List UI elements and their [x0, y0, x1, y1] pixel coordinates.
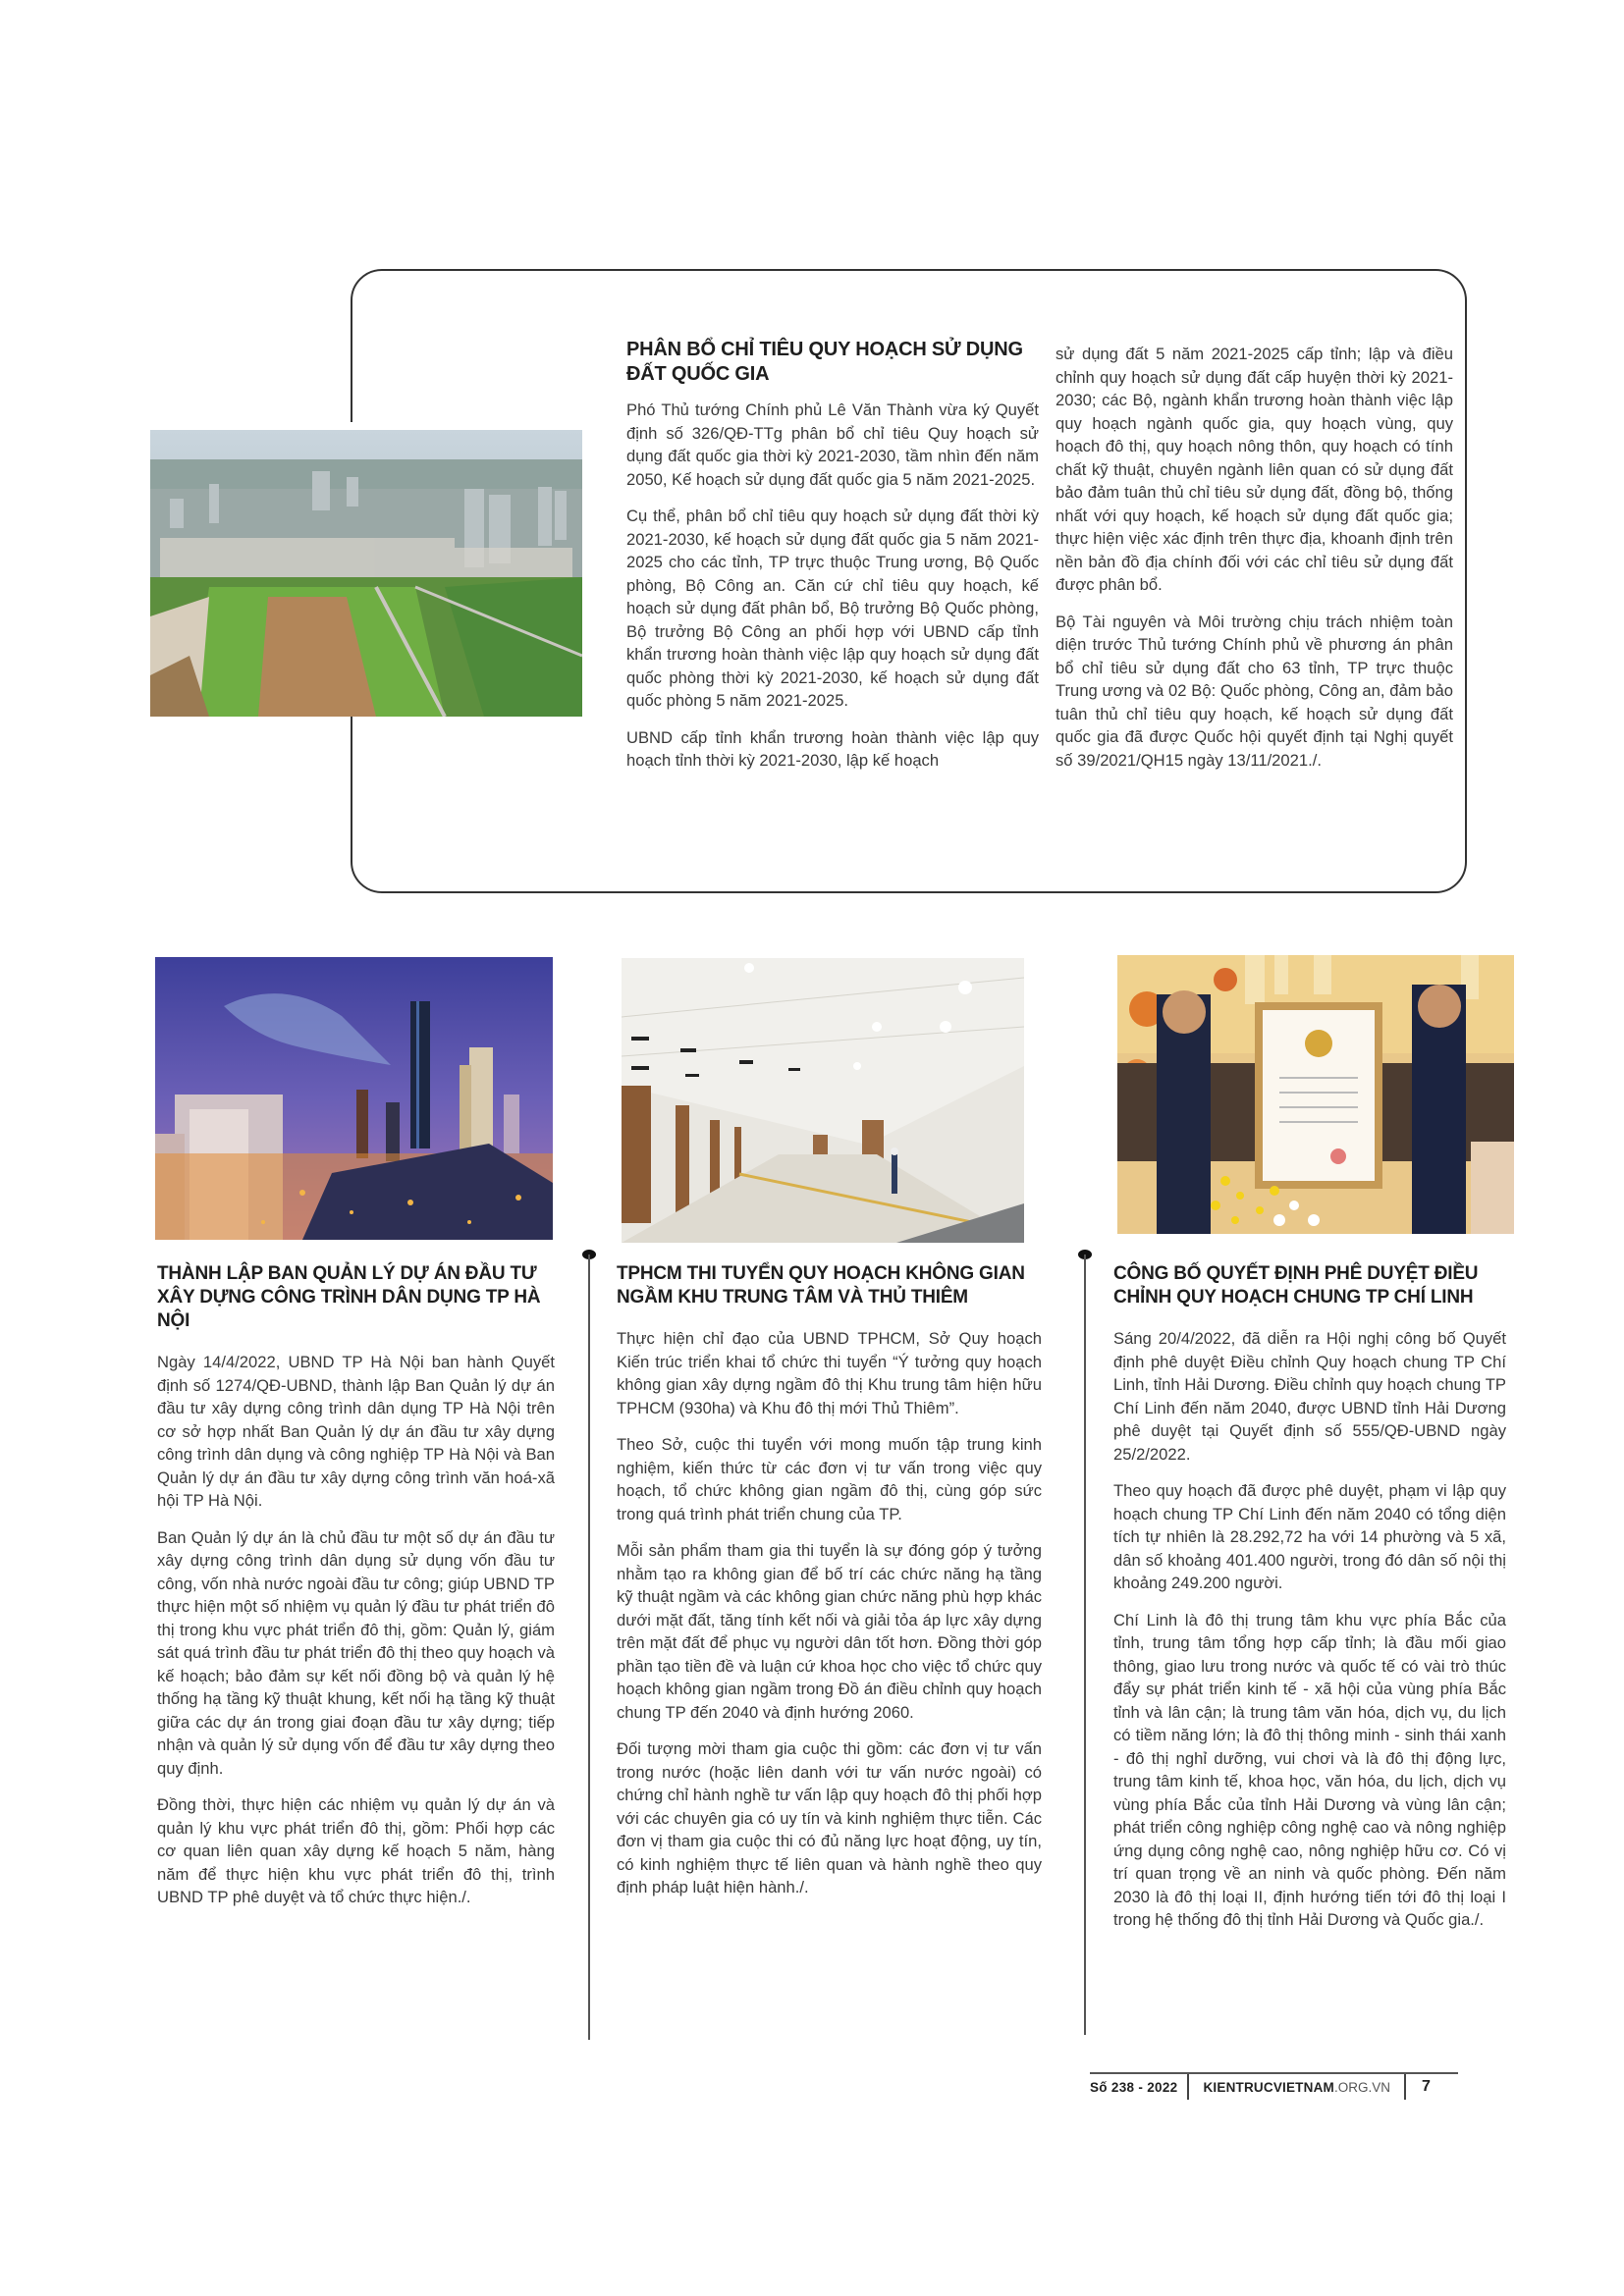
featured-article-column-2: [1056, 343, 1453, 785]
aerial-urban-land-photo: [150, 430, 582, 717]
paragraph: Cụ thể, phân bổ chỉ tiêu quy hoạch sử dụng đất thời kỳ 2021-2030, kế hoạch sử dụng đất quốc gia 5 năm 2021-2025 cho các tỉnh, TP trực thuộc Trung ương, Bộ Quốc phòng, Bộ Công an. Căn cứ chỉ tiêu quy hoạch, kế hoạch sử dụng đất phân bổ, Bộ trưởng Bộ Quốc phòng, Bộ trưởng Bộ Công an phối hợp với UBND cấp tỉnh khẩn trương hoàn thành việc lập quy hoạch sử dụng đất quốc phòng thời kỳ 2021-2030, kế hoạch sử dụng đất quốc phòng 5 năm 2021-2025.: [626, 507, 1039, 710]
website-link[interactable]: [1187, 2074, 1404, 2100]
paragraph: Đồng thời, thực hiện các nhiệm vụ quản lý dự án và quản lý khu vực phát triển đô thị, gồm: Phối hợp các cơ quan liên quan xây dựng kế hoạch 5 năm, hàng năm để thực hiện khu vực phát triển đô thị, trình UBND TP phê duyệt và tổ chức thực hiện./.: [157, 1795, 555, 1906]
paragraph: sử dụng đất 5 năm 2021-2025 cấp tỉnh; lập và điều chỉnh quy hoạch sử dụng đất cấp huyện thời kỳ 2021-2030; các Bộ, ngành khẩn trương hoàn thành việc lập quy hoạch ngành quốc gia, quy hoạch vùng, quy hoạch đô thị, quy hoạch nông thôn, quy hoạch có tính chất kỹ thuật, chuyên ngành liên quan có sử dụng đất bảo đảm tuân thủ chỉ tiêu sử dụng đất, đồng bộ, thống nhất với quy hoạch, kế hoạch sử dụng đất quốc gia; thực hiện việc xác định trên thực địa, khoanh định trên nền bản đồ địa chính đối với các chỉ tiêu sử dụng đất được phân bổ.: [1056, 345, 1453, 594]
paragraph: Theo quy hoạch đã được phê duyệt, phạm vi lập quy hoạch chung TP Chí Linh đến năm 2040 có tổng diện tích tự nhiên là 28.292,72 ha với 14 phường và 5 xã, dân số khoảng 401.400 người, trong đó dân số nội thị khoảng 249.200 người.: [1113, 1481, 1506, 1592]
column-divider: [1084, 1255, 1086, 2035]
page-number: 7: [1404, 2074, 1431, 2100]
column-divider: [588, 1255, 590, 2040]
hanoi-night-skyline-photo: [155, 957, 553, 1240]
featured-article-headline: PHÂN BỔ CHỈ TIÊU QUY HOẠCH SỬ DỤNG ĐẤT QUỐC GIA: [626, 339, 1023, 385]
issue-number: Số 238 - 2022: [1090, 2079, 1178, 2095]
decision-ceremony-photo: [1117, 955, 1514, 1234]
article-headline: CÔNG BỐ QUYẾT ĐỊNH PHÊ DUYỆT ĐIỀU CHỈNH QUY HOẠCH CHUNG TP CHÍ LINH: [1113, 1263, 1479, 1308]
paragraph: Phó Thủ tướng Chính phủ Lê Văn Thành vừa ký Quyết định số 326/QĐ-TTg phân bổ chỉ tiêu Quy hoạch sử dụng đất quốc gia thời kỳ 2021-2030, tầm nhìn đến năm 2050, Kế hoạch sử dụng đất quốc gia 5 năm 2021-2025.: [626, 400, 1039, 489]
paragraph: Theo Sở, cuộc thi tuyển với mong muốn tập trung kinh nghiệm, kiến thức từ các đơn vị tư vấn trong việc quy hoạch, tổ chức không gian ngầm đô thị, cùng góp sức trong quá trình phát triển chung của TP.: [617, 1435, 1042, 1523]
site-domain: .ORG.VN: [1333, 2079, 1390, 2095]
paragraph: Ngày 14/4/2022, UBND TP Hà Nội ban hành Quyết định số 1274/QĐ-UBND, thành lập Ban Quản lý dự án đầu tư xây dựng công trình dân dụng TP Hà Nội trên cơ sở hợp nhất Ban Quản lý dự án đầu tư xây dựng công trình dân dụng và công nghiệp TP Hà Nội và Ban Quản lý dự án đầu tư xây dựng công trình văn hoá-xã hội TP Hà Nội.: [157, 1353, 555, 1510]
paragraph: Thực hiện chỉ đạo của UBND TPHCM, Sở Quy hoạch Kiến trúc triển khai tổ chức thi tuyển “Ý tưởng quy hoạch không gian xây dựng ngầm đô thị Khu trung tâm hiện hữu TPHCM (930ha) và Khu đô thị mới Thủ Thiêm”.: [617, 1329, 1042, 1417]
paragraph: UBND cấp tỉnh khẩn trương hoàn thành việc lập quy hoạch tỉnh thời kỳ 2021-2030, lập kế hoạch: [626, 727, 1039, 770]
paragraph: Đối tượng mời tham gia cuộc thi gồm: các đơn vị tư vấn trong nước (hoặc liên danh với tư vấn nước ngoài) có chứng chỉ hành nghề tư vấn lập quy hoạch đô thị phối hợp với các chuyên gia có uy tín và kinh nghiệm thực tiễn. Các đơn vị tham gia cuộc thi có đủ năng lực hoạt động, uy tín, có kinh nghiệm thực tế liên quan và hành nghề theo quy định pháp luật hiện hành./.: [617, 1739, 1042, 1896]
paragraph: Sáng 20/4/2022, đã diễn ra Hội nghị công bố Quyết định phê duyệt Điều chỉnh Quy hoạch chung TP Chí Linh, tỉnh Hải Dương. Điều chỉnh quy hoạch chung TP Chí Linh đến năm 2040, được UBND tỉnh Hải Dương phê duyệt tại Quyết định số 555/QĐ-UBND ngày 25/2/2022.: [1113, 1329, 1506, 1464]
site-brand: KIENTRUCVIETNAM: [1203, 2079, 1334, 2095]
article-headline: THÀNH LẬP BAN QUẢN LÝ DỰ ÁN ĐẦU TƯ XÂY DỰNG CÔNG TRÌNH DÂN DỤNG TP HÀ NỘI: [157, 1263, 541, 1331]
article-headline: TPHCM THI TUYỂN QUY HOẠCH KHÔNG GIAN NGẦM KHU TRUNG TÂM VÀ THỦ THIÊM: [617, 1263, 1025, 1308]
underground-metro-hall-photo: [622, 958, 1024, 1243]
paragraph: Chí Linh là đô thị trung tâm khu vực phía Bắc của tỉnh, trung tâm tổng hợp cấp tỉnh; là đầu mối giao thông, giao lưu trong nước và quốc tế có vài trò thúc đẩy sự phát triển kinh tế - xã hội của vùng phía Bắc tỉnh và lân cận; là trung tâm văn hóa, dịch vụ, du lịch có tiềm năng lớn; là đô thị thông minh - sinh thái xanh - đô thị nghỉ dưỡng, vui chơi và là đô thị động lực, trung tâm kinh tế, khoa học, văn hóa, du lịch, dịch vụ vùng phía Bắc của tỉnh Hải Dương và vùng lân cận; phát triển công nghiệp công nghệ cao và nông nghiệp ứng dụng công nghệ cao, nông nghiệp hữu cơ. Có vị trí quan trọng về an ninh và quốc phòng. Đến năm 2030 là đô thị loại II, định hướng tiến tới đô thị loại I trong hệ thống đô thị tỉnh Hải Dương và Quốc gia./.: [1113, 1610, 1506, 1929]
paragraph: Mỗi sản phẩm tham gia thi tuyển là sự đóng góp ý tưởng nhằm tạo ra không gian để bố trí các chức năng hạ tầng kỹ thuật ngầm và các không gian chức năng phù hợp khác dưới mặt đất, tăng tính kết nối và giải tỏa áp lực xây dựng trên mặt đất để phục vụ người dân tốt hơn. Đồng thời góp phần tạo tiền đề và luận cứ khoa học cho việc tổ chức quy hoạch không gian ngầm trong Đồ án điều chỉnh quy hoạch chung TP đến 2040 và định hướng 2060.: [617, 1541, 1042, 1722]
paragraph: Ban Quản lý dự án là chủ đầu tư một số dự án đầu tư xây dựng công trình dân dụng sử dụng vốn đầu tư công, vốn nhà nước ngoài đầu tư công; giúp UBND TP thực hiện một số nhiệm vụ quản lý đầu tư phát triển đô thị trong khu vực phát triển đô thị, gồm: Quản lý, giám sát quá trình đầu tư phát triển đô thị theo quy hoạch và kế hoạch; bảo đảm sự kết nối đồng bộ và quản lý hệ thống hạ tầng kỹ thuật khung, kết nối hạ tầng kỹ thuật giữa các dự án trong giai đoạn đầu tư xây dựng; tiếp nhận và quản lý sử dụng vốn để đầu tư xây dựng theo quy định.: [157, 1527, 555, 1778]
paragraph: Bộ Tài nguyên và Môi trường chịu trách nhiệm toàn diện trước Thủ tướng Chính phủ về phương án phân bổ chỉ tiêu sử dụng đất cho 63 tỉnh, TP trực thuộc Trung ương và 02 Bộ: Quốc phòng, Công an, đảm bảo tuân thủ chỉ tiêu quy hoạch, kế hoạch sử dụng đất quốc gia đã được Quốc hội quyết định tại Nghị quyết số 39/2021/QH15 ngày 13/11/2021./.: [1056, 612, 1453, 770]
article-chi-linh-quy-hoach: [1113, 1262, 1506, 1946]
featured-article-column-1: [626, 338, 1039, 786]
article-ban-quan-ly-ha-noi: [157, 1262, 555, 1923]
article-tphcm-khong-gian-ngam: [617, 1262, 1042, 1913]
page-footer: [1090, 2072, 1458, 2100]
